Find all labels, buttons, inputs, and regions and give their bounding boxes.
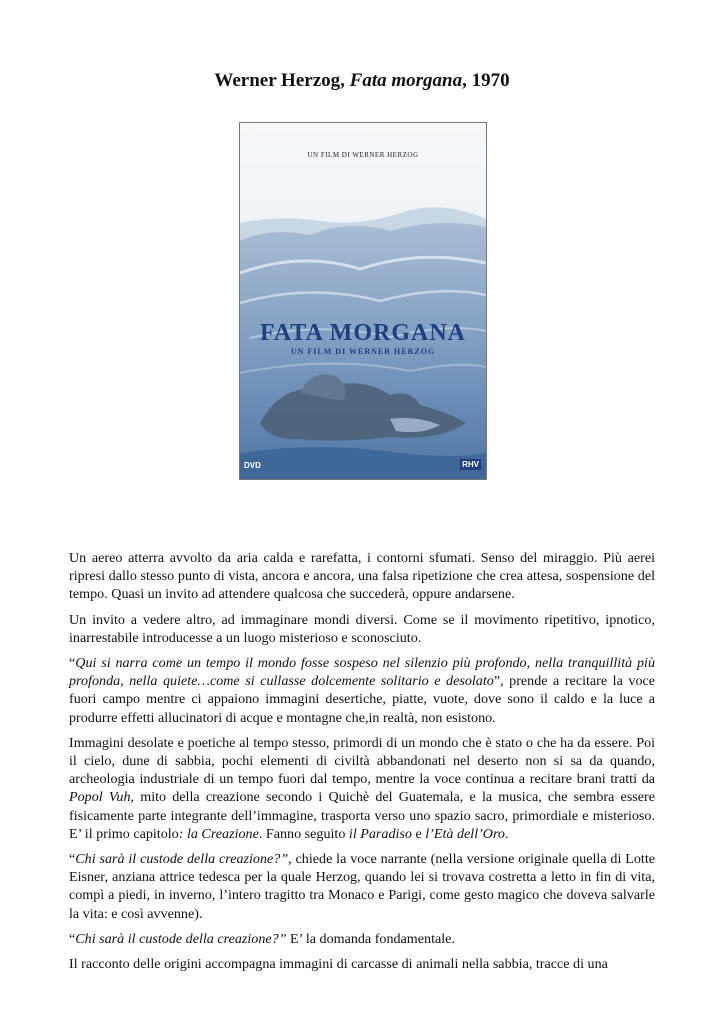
title-author: Werner Herzog, bbox=[214, 70, 350, 91]
chapter-paradiso: il Paradiso bbox=[348, 825, 412, 842]
quote-text: Qui si narra come un tempo il mondo fosse sospeso nel silenzio più profondo, nella tranquillità più profonda, nella quiete…come si cullasse dolcemente solitario e desolato bbox=[69, 655, 655, 690]
quote-open: “ bbox=[69, 655, 76, 672]
chapter-creazione: : la Creazione bbox=[178, 825, 259, 842]
poster-artwork bbox=[240, 123, 486, 479]
paragraph-text: E’ la domanda fondamentale. bbox=[286, 930, 455, 947]
quote-text: Chi sarà il custode della creazione?” bbox=[75, 851, 289, 868]
paragraph-text: , chiede la voce narrante (nella versione originale quella di Lotte Eisner, anziana attrice tedesca per la quale Herzog, quando lei si trovava costretta a letto in fin di vita, compì a piedi, in inverno, l’intero tragitto tra Monaco e Parigi, come gesto magico che doveva salvarle la vita: e così avvenne). bbox=[69, 851, 655, 922]
poster-film-title: FATA MORGANA bbox=[260, 320, 466, 346]
page-title bbox=[0, 70, 724, 92]
poster-top-credit: UN FILM DI WERNER HERZOG bbox=[307, 151, 419, 159]
paragraph-text: ”, prende a recitare la voce fuori campo mentre ci appaiono immagini desertiche, piatte, vuote, dove sono il caldo e la luce a produrre effetti allucinatori di acque e montagne che,in realtà, non esistono. bbox=[69, 673, 655, 726]
article-body bbox=[69, 549, 655, 980]
quote-text: Chi sarà il custode della creazione?” bbox=[75, 930, 287, 947]
paragraph-text: . Fanno seguito bbox=[258, 825, 349, 842]
poster-rhv-logo: RHV bbox=[462, 460, 479, 469]
paragraph-text: . bbox=[504, 825, 509, 842]
paragraph-2: Un invito a vedere altro, ad immaginare mondi diversi. Come se il movimento ripetitivo, ipnotico, inarrestabile introducesse a un luogo misterioso e sconosciuto. bbox=[69, 611, 655, 646]
chapter-eta-oro: l’Età dell’Oro bbox=[425, 825, 505, 842]
title-film: Fata morgana bbox=[349, 70, 463, 91]
quote-open: “ bbox=[69, 930, 76, 947]
poster-subtitle: UN FILM DI WERNER HERZOG bbox=[290, 347, 436, 356]
paragraph-text: , mito della creazione secondo i Quichè del Guatemala, e la musica, che sembra essere fisicamente parte integrante dell’immagine, trasporta verso uno spazio sacro, primordiale e misterioso. E’ il primo capitolo bbox=[69, 789, 655, 842]
paragraph-7: Il racconto delle origini accompagna immagini di carcasse di animali nella sabbia, tracce di una bbox=[69, 956, 608, 973]
quote-open: “ bbox=[69, 851, 76, 868]
paragraph-5 bbox=[69, 850, 655, 923]
paragraph-text: e bbox=[411, 825, 426, 842]
paragraph-6 bbox=[69, 930, 655, 948]
paragraph-3 bbox=[69, 654, 655, 727]
popol-vuh: Popol Vuh bbox=[69, 789, 131, 806]
paragraph-4 bbox=[69, 734, 655, 843]
poster-dvd-logo: DVD bbox=[244, 461, 261, 470]
film-poster bbox=[239, 122, 487, 480]
title-year: , 1970 bbox=[462, 70, 510, 91]
paragraph-text: Immagini desolate e poetiche al tempo stesso, primordi di un mondo che è stato o che ha da essere. Poi il cielo, dune di sabbia, pochi elementi di civiltà abbandonati nel deserto non si sa da quando, archeologia industriale di un tempo fuori dal tempo, mentre la voce continua a recitare brani tratti da bbox=[69, 734, 655, 788]
paragraph-1: Un aereo atterra avvolto da aria calda e rarefatta, i contorni sfumati. Senso del miraggio. Più aerei ripresi dallo stesso punto di vista, ancora e ancora, una falsa ripetizione che crea attesa, sospensione del tempo. Quasi un invito ad attendere qualcosa che succederà, oppure andarsene. bbox=[69, 550, 655, 603]
